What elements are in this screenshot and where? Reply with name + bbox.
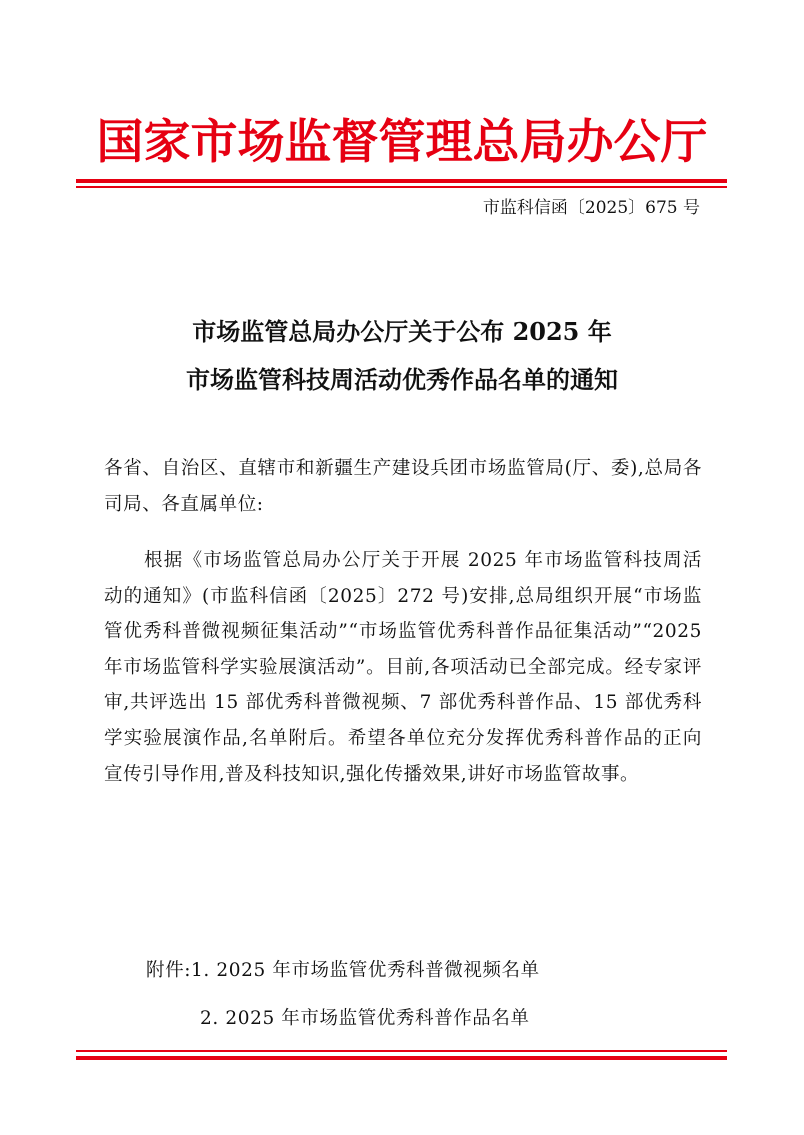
addressee: 各省、自治区、直辖市和新疆生产建设兵团市场监管局(厅、委),总局各司局、各直属单位: (104, 458, 702, 515)
header-rule-thin (76, 186, 727, 188)
title-line-1: 市场监管总局办公厅关于公布 2025 年 (192, 317, 612, 346)
footer-rule-thin (76, 1050, 727, 1052)
title-line-2: 市场监管科技周活动优秀作品名单的通知 (186, 365, 618, 394)
attachment-label: 附件: (146, 960, 192, 981)
document-title (0, 308, 804, 404)
footer-rule-thick (76, 1056, 727, 1060)
attachment-item-1 (146, 958, 540, 984)
attachment-item-2: 2. 2025 年市场监管优秀科普作品名单 (200, 1008, 530, 1029)
body-paragraph: 根据《市场监管总局办公厅关于开展 2025 年市场监管科技周活动的通知》(市监科信函〔2025〕272 号)安排,总局组织开展“市场监管优秀科普微视频征集活动”“市场监管优秀科普作品征集活动”“2025 年市场监管科学实验展演活动”。目前,各项活动已全部完成。经专家评审,共评选出 15 部优秀科普微视频、7 部优秀科普作品、15 部优秀科学实验展演作品,名单附后。希望各单位充分发挥优秀科普作品的正向宣传引导作用,普及科技知识,强化传播效果,讲好市场监管故事。 (104, 550, 702, 785)
document-number: 市监科信函〔2025〕675 号 (482, 198, 700, 218)
attachment-item-1-text: 1. 2025 年市场监管优秀科普微视频名单 (191, 960, 540, 981)
header-rule-thick (76, 179, 727, 183)
issuer-header: 国家市场监督管理总局办公厅 (96, 115, 708, 170)
